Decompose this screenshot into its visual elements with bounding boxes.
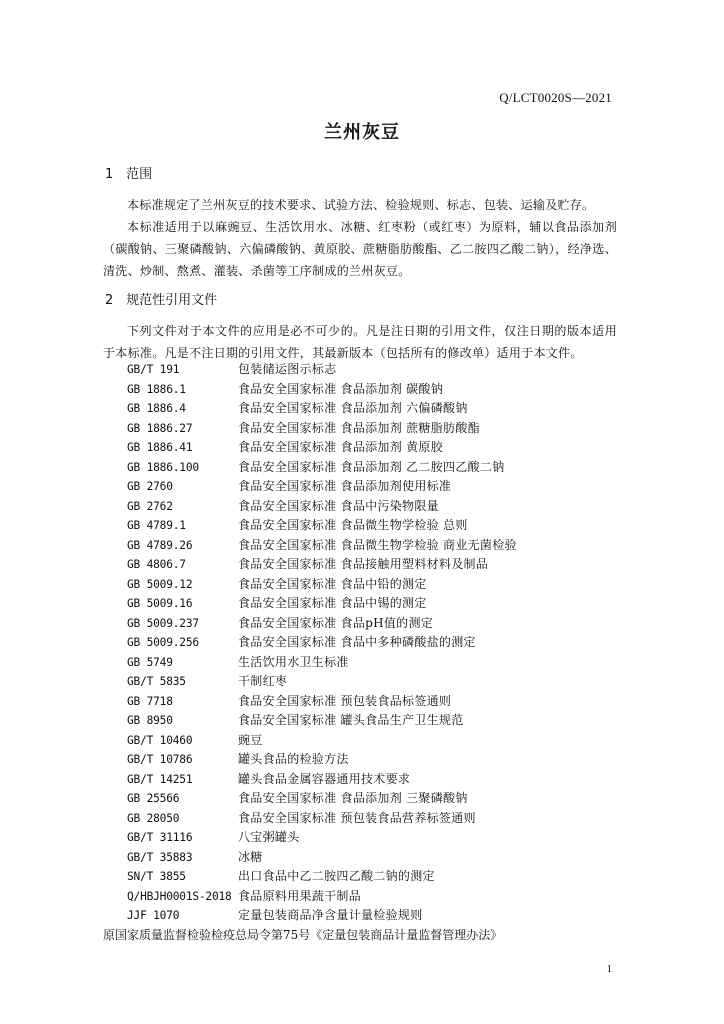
reference-title: 食品安全国家标准 食品中污染物限量 <box>238 498 439 513</box>
scope-paragraph-1: 本标准规定了兰州灰豆的技术要求、试验方法、检验规则、标志、包装、运输及贮存。 <box>127 198 595 212</box>
reference-final-line: 原国家质量监督检验检疫总局令第75号《定量包装商品计量监督管理办法》 <box>103 927 503 942</box>
reference-title: 食品安全国家标准 预包装食品标签通则 <box>238 693 452 708</box>
reference-list <box>103 360 627 945</box>
reference-row <box>127 692 627 712</box>
reference-code: GB/T 10460 <box>127 733 193 747</box>
section-2-title: 规范性引用文件 <box>126 293 218 308</box>
reference-code: GB 1886.100 <box>127 460 199 474</box>
reference-row <box>127 789 627 809</box>
reference-code: SN/T 3855 <box>127 870 186 883</box>
reference-code: GB 4789.26 <box>127 538 193 552</box>
reference-row <box>127 438 627 458</box>
section-1-body <box>103 194 617 282</box>
page-number: 1 <box>606 963 612 975</box>
reference-row <box>127 828 627 848</box>
reference-title: 食品原料用果蔬干制品 <box>238 888 362 903</box>
reference-title: 食品安全国家标准 罐头食品生产卫生规范 <box>238 713 464 727</box>
reference-title: 食品安全国家标准 食品pH值的测定 <box>238 615 434 630</box>
reference-title: 包装储运图示标志 <box>238 362 337 376</box>
reference-code: GB 1886.27 <box>127 421 193 435</box>
reference-row <box>127 497 627 517</box>
reference-code: GB 8950 <box>127 714 173 727</box>
reference-row <box>127 477 627 497</box>
reference-row <box>127 887 627 907</box>
section-1-heading <box>105 163 152 182</box>
reference-row <box>127 516 627 536</box>
reference-code: Q/HBJH0001S-2018 <box>127 889 232 903</box>
reference-row <box>127 711 627 731</box>
reference-title: 食品安全国家标准 食品微生物学检验 商业无菌检验 <box>238 537 517 552</box>
references-intro-paragraph: 下列文件对于本文件的应用是必不可少的。凡是注日期的引用文件，仅注日期的版本适用于本标准。凡是不注日期的引用文件，其最新版本（包括所有的修改单）适用于本文件。 <box>103 324 617 360</box>
reference-title: 食品安全国家标准 预包装食品营养标签通则 <box>238 810 476 825</box>
reference-row <box>127 360 627 380</box>
reference-row <box>127 380 627 400</box>
reference-title: 豌豆 <box>238 732 263 747</box>
reference-code: GB/T 5835 <box>127 675 186 688</box>
reference-code: GB 2762 <box>127 499 173 513</box>
reference-title: 食品安全国家标准 食品添加剂 三聚磷酸钠 <box>238 791 468 805</box>
reference-title: 食品安全国家标准 食品微生物学检验 总则 <box>238 518 468 532</box>
reference-code: GB/T 10786 <box>127 753 193 766</box>
reference-title: 食品安全国家标准 食品添加剂 六偏磷酸钠 <box>238 401 468 415</box>
reference-row <box>127 770 627 790</box>
reference-row <box>127 419 627 439</box>
reference-row <box>127 536 627 556</box>
reference-code: GB 7718 <box>127 694 173 708</box>
standard-number: Q/LCT0020S—2021 <box>499 90 612 105</box>
document-title: 兰州灰豆 <box>324 122 400 143</box>
reference-title: 食品安全国家标准 食品接触用塑料材料及制品 <box>238 557 489 571</box>
reference-code: GB 2760 <box>127 480 173 493</box>
reference-title: 罐头食品金属容器通用技术要求 <box>238 771 411 786</box>
reference-title: 食品安全国家标准 食品添加剂 碳酸钠 <box>238 381 444 396</box>
reference-title: 冰糖 <box>238 849 263 864</box>
reference-row <box>127 594 627 614</box>
reference-code: JJF 1070 <box>127 909 180 922</box>
reference-row <box>127 399 627 419</box>
section-1-number: 1 <box>105 167 114 182</box>
reference-code: GB 5009.12 <box>127 577 193 591</box>
reference-title: 食品安全国家标准 食品添加剂 黄原胶 <box>238 440 444 454</box>
reference-row <box>127 633 627 653</box>
reference-row <box>127 731 627 751</box>
reference-code: GB 5009.237 <box>127 616 199 630</box>
reference-row <box>127 653 627 673</box>
reference-code: GB 28050 <box>127 811 180 825</box>
reference-code: GB 1886.41 <box>127 441 193 454</box>
reference-code: GB 4789.1 <box>127 519 186 532</box>
reference-title: 食品安全国家标准 食品中多种磷酸盐的测定 <box>238 635 476 649</box>
reference-title: 食品安全国家标准 食品中锡的测定 <box>238 596 427 610</box>
reference-row <box>127 867 627 887</box>
reference-code: GB/T 35883 <box>127 850 193 864</box>
reference-title: 八宝粥罐头 <box>238 830 300 844</box>
reference-code: GB 5009.16 <box>127 597 193 610</box>
reference-title: 食品安全国家标准 食品添加剂使用标准 <box>238 479 452 493</box>
section-2-number: 2 <box>105 293 114 308</box>
reference-code: GB 1886.4 <box>127 402 186 415</box>
section-2-intro <box>103 320 617 364</box>
reference-code: GB 5009.256 <box>127 636 199 649</box>
reference-title: 生活饮用水卫生标准 <box>238 654 349 669</box>
reference-row <box>127 809 627 829</box>
reference-row <box>127 848 627 868</box>
reference-title: 罐头食品的检验方法 <box>238 752 349 766</box>
reference-code: GB/T 14251 <box>127 772 193 786</box>
section-1-title: 范围 <box>126 167 153 182</box>
scope-paragraph-2: 本标准适用于以麻豌豆、生活饮用水、冰糖、红枣粉（或红枣）为原料，辅以食品添加剂（碳酸钠、三聚磷酸钠、六偏磷酸钠、黄原胶、蔗糖脂肪酸酯、乙二胺四乙酸二钠），经净选、清洗、炒制、熬煮、灌装、杀菌等工序制成的兰州灰豆。 <box>103 220 617 278</box>
reference-row <box>127 458 627 478</box>
reference-title: 出口食品中乙二胺四乙酸二钠的测定 <box>238 869 435 883</box>
reference-row <box>127 555 627 575</box>
reference-title: 食品安全国家标准 食品添加剂 乙二胺四乙酸二钠 <box>238 459 505 474</box>
reference-code: GB 1886.1 <box>127 382 186 396</box>
reference-row <box>127 906 627 926</box>
reference-title: 食品安全国家标准 食品中铅的测定 <box>238 576 427 591</box>
reference-row <box>127 575 627 595</box>
reference-title: 干制红枣 <box>238 674 288 688</box>
reference-row <box>127 750 627 770</box>
reference-row <box>127 672 627 692</box>
section-2-heading <box>105 289 217 308</box>
reference-code: GB 25566 <box>127 792 180 805</box>
reference-title: 定量包装商品净含量计量检验规则 <box>238 908 423 922</box>
reference-code: GB 4806.7 <box>127 558 186 571</box>
reference-code: GB/T 31116 <box>127 831 193 844</box>
reference-code: GB 5749 <box>127 655 173 669</box>
reference-row <box>127 614 627 634</box>
reference-title: 食品安全国家标准 食品添加剂 蔗糖脂肪酸酯 <box>238 420 480 435</box>
reference-code: GB/T 191 <box>127 363 180 376</box>
